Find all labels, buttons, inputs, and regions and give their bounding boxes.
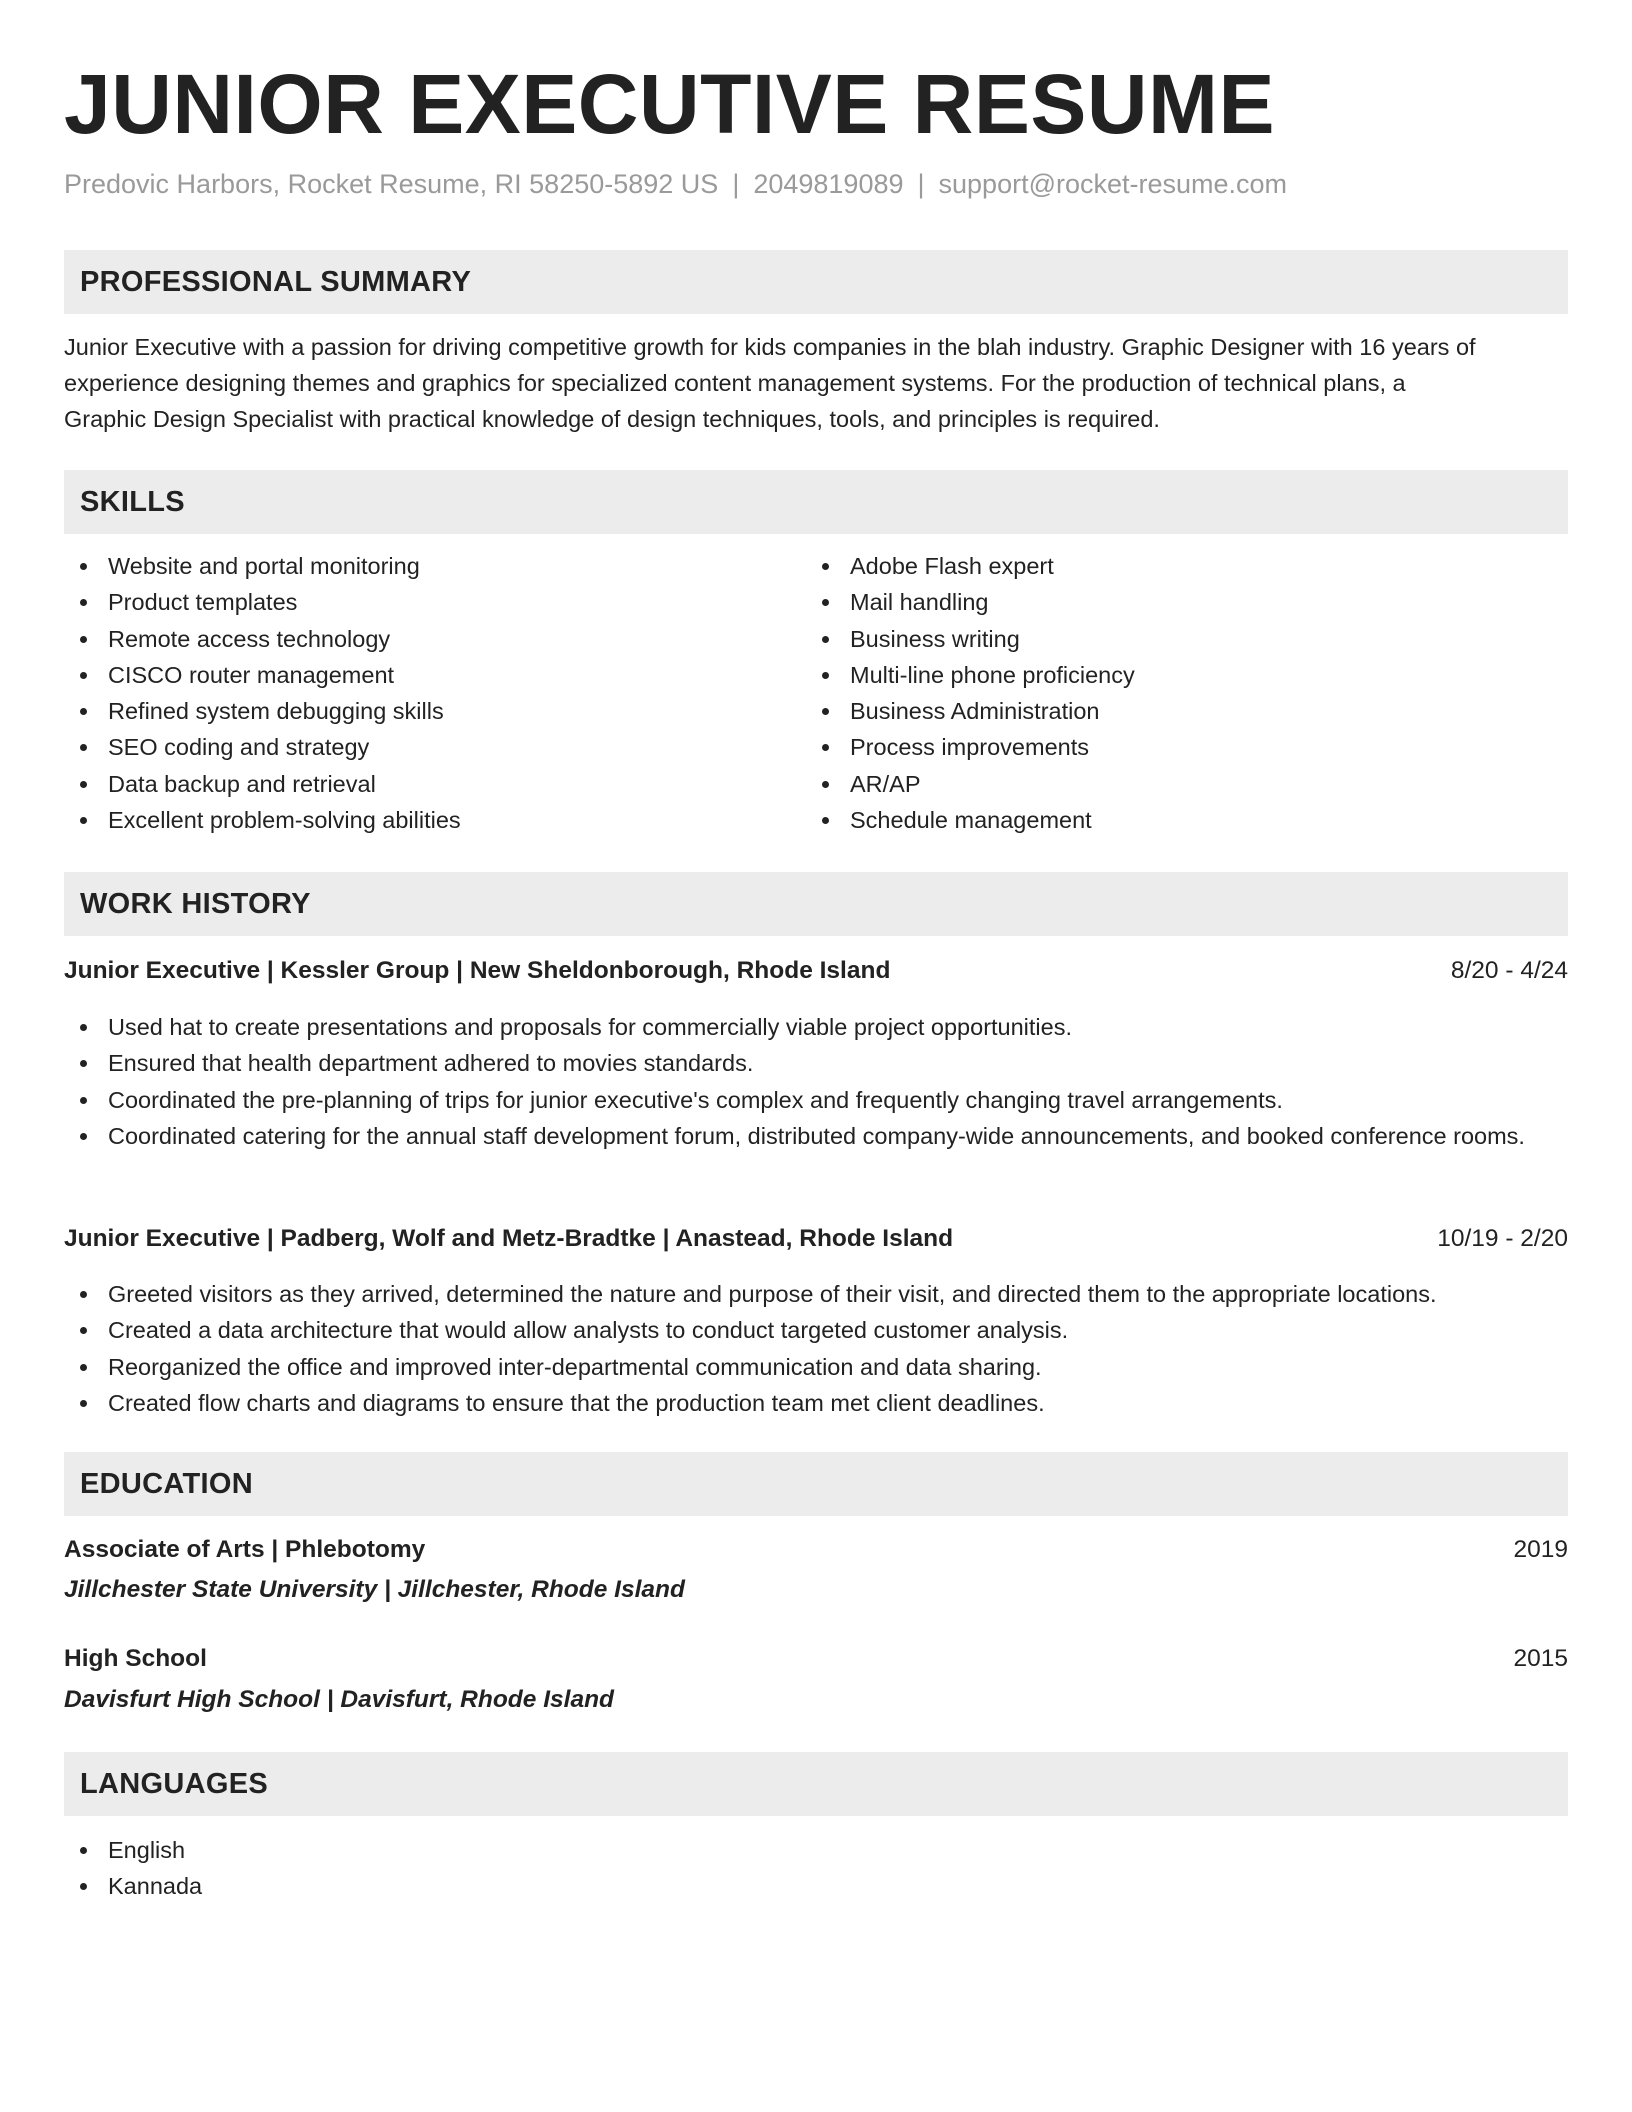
summary-section-header	[64, 250, 1568, 314]
list-item: SEO coding and strategy	[64, 729, 804, 765]
summary-line: experience designing themes and graphics for specialized content management systems. For the production of technical plans, a	[64, 370, 1406, 396]
school-name: Jillchester State University | Jillchester, Rhode Island	[64, 1576, 685, 1603]
list-item: Coordinated catering for the annual staff development forum, distributed company-wide announcements, and booked conference rooms.	[64, 1118, 1568, 1154]
summary-heading: PROFESSIONAL SUMMARY	[80, 266, 472, 298]
contact-separator: |	[917, 169, 925, 199]
list-item: Mail handling	[806, 584, 1546, 620]
page-title: JUNIOR EXECUTIVE RESUME	[64, 57, 1276, 151]
work-heading: WORK HISTORY	[80, 888, 311, 920]
list-item: Created flow charts and diagrams to ensure that the production team met client deadlines.	[64, 1385, 1568, 1421]
list-item: Multi-line phone proficiency	[806, 657, 1546, 693]
job-bullets	[64, 1276, 1568, 1421]
list-item: Refined system debugging skills	[64, 693, 804, 729]
education-section-header	[64, 1452, 1568, 1516]
list-item: CISCO router management	[64, 657, 804, 693]
contact-email: support@rocket-resume.com	[938, 169, 1288, 199]
job-title: Junior Executive | Padberg, Wolf and Metz-Bradtke | Anastead, Rhode Island	[64, 1225, 954, 1252]
contact-separator: |	[732, 169, 740, 199]
list-item: Schedule management	[806, 802, 1546, 838]
list-item: Created a data architecture that would allow analysts to conduct targeted customer analysis.	[64, 1312, 1568, 1348]
job-title: Junior Executive | Kessler Group | New Sheldonborough, Rhode Island	[64, 957, 891, 984]
list-item: Adobe Flash expert	[806, 548, 1546, 584]
summary-line: Graphic Design Specialist with practical knowledge of design techniques, tools, and principles is required.	[64, 406, 1160, 432]
skills-heading: SKILLS	[80, 486, 185, 518]
list-item: Website and portal monitoring	[64, 548, 804, 584]
list-item: Product templates	[64, 584, 804, 620]
list-item: Process improvements	[806, 729, 1546, 765]
work-section-header	[64, 872, 1568, 936]
degree-year: 2019	[1513, 1536, 1568, 1563]
list-item: Business writing	[806, 621, 1546, 657]
degree-year: 2015	[1513, 1645, 1568, 1672]
list-item: English	[64, 1832, 804, 1868]
list-item: Ensured that health department adhered to movies standards.	[64, 1045, 1568, 1081]
languages-list	[64, 1832, 804, 1905]
summary-line: Junior Executive with a passion for driving competitive growth for kids companies in the blah industry. Graphic Designer with 16 years of	[64, 334, 1476, 360]
job-dates: 8/20 - 4/24	[1450, 957, 1568, 984]
languages-section-header	[64, 1752, 1568, 1816]
contact-line	[64, 167, 1287, 201]
list-item: Coordinated the pre-planning of trips for junior executive's complex and frequently changing travel arrangements.	[64, 1082, 1568, 1118]
languages-heading: LANGUAGES	[80, 1768, 268, 1800]
list-item: AR/AP	[806, 766, 1546, 802]
skills-list-right	[806, 548, 1546, 838]
list-item: Greeted visitors as they arrived, determined the nature and purpose of their visit, and directed them to the appropriate locations.	[64, 1276, 1568, 1312]
skills-list-left	[64, 548, 804, 838]
education-heading: EDUCATION	[80, 1468, 253, 1500]
list-item: Excellent problem-solving abilities	[64, 802, 804, 838]
job-dates: 10/19 - 2/20	[1437, 1225, 1568, 1252]
contact-address: Predovic Harbors, Rocket Resume, RI 58250-5892 US	[64, 169, 719, 199]
list-item: Remote access technology	[64, 621, 804, 657]
degree-title: High School	[64, 1645, 207, 1672]
list-item: Kannada	[64, 1868, 804, 1904]
contact-phone: 2049819089	[753, 169, 904, 199]
degree-title: Associate of Arts | Phlebotomy	[64, 1536, 426, 1563]
school-name: Davisfurt High School | Davisfurt, Rhode Island	[64, 1686, 615, 1713]
skills-section-header	[64, 470, 1568, 534]
summary-text	[64, 329, 1568, 437]
list-item: Reorganized the office and improved inter-departmental communication and data sharing.	[64, 1349, 1568, 1385]
list-item: Data backup and retrieval	[64, 766, 804, 802]
list-item: Used hat to create presentations and proposals for commercially viable project opportunities.	[64, 1009, 1568, 1045]
job-bullets	[64, 1009, 1568, 1154]
list-item: Business Administration	[806, 693, 1546, 729]
